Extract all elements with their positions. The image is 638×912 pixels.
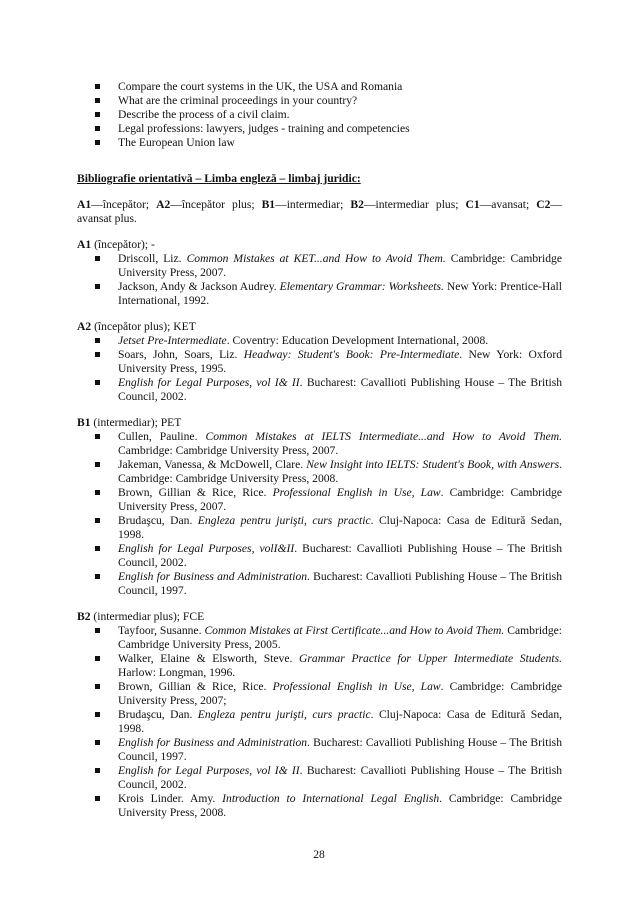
ref-authors: Brudaşcu, Dan.	[118, 514, 198, 527]
ref-publisher: Harlow: Longman, 1996.	[118, 666, 236, 679]
list-item	[77, 708, 562, 736]
ref-publisher: . Cambridge: Cambridge University Press, 2008.	[118, 792, 562, 819]
ref-authors: Jackson, Andy & Jackson Audrey.	[118, 280, 280, 293]
ref-title: Engleza pentru jurişti, curs practic	[197, 708, 371, 721]
list-item: Legal professions: lawyers, judges - training and competencies	[77, 122, 562, 136]
ref-authors: Brudaşcu, Dan.	[118, 708, 198, 721]
section-title-a1	[77, 238, 562, 252]
ref-publisher: . Bucharest: Cavallioti Publishing House – The British Council, 2002.	[118, 376, 563, 403]
bibliography-list-a1	[77, 252, 562, 308]
ref-title: Headway: Student's Book: Pre-Intermediate	[243, 348, 460, 361]
ref-title: Grammar Practice for Upper Intermediate Students.	[299, 652, 562, 665]
level-code: A1	[77, 198, 92, 211]
level-desc: —avansat plus.	[77, 198, 562, 225]
ref-publisher: Cambridge: Cambridge University Press, 2007.	[118, 444, 339, 457]
list-item	[77, 764, 562, 792]
list-item: The European Union law	[77, 136, 562, 150]
ref-authors: Brown, Gillian & Rice, Rice.	[118, 486, 273, 499]
level-code: C1	[465, 198, 480, 211]
section-title-b2	[77, 610, 562, 624]
level-code: C2	[536, 198, 551, 211]
ref-publisher: . Cluj-Napoca: Casa de Editură Sedan, 1998.	[118, 514, 563, 541]
list-item	[77, 542, 562, 570]
section-label: (începător plus); KET	[91, 320, 196, 333]
list-item	[77, 486, 562, 514]
section-label: (intermediar); PET	[90, 416, 182, 429]
ref-title: English for Legal Purposes, volI&II	[118, 542, 295, 555]
ref-authors: Cullen, Pauline.	[118, 430, 206, 443]
levels-legend	[77, 198, 562, 226]
ref-publisher: . Bucharest: Cavallioti Publishing House – The British Council, 1997.	[118, 570, 562, 597]
ref-authors: Tayfoor, Susanne.	[118, 624, 205, 637]
level-desc: —începător plus;	[170, 198, 262, 211]
section-title-b1	[77, 416, 562, 430]
list-item	[77, 458, 562, 486]
ref-title: Common Mistakes at First Certificate...and How to Avoid Them.	[204, 624, 505, 637]
ref-publisher: . Bucharest: Cavallioti Publishing House – The British Council, 1997.	[118, 736, 562, 763]
ref-title: Professional English in Use, Law	[272, 486, 441, 499]
level-code: B2	[350, 198, 364, 211]
ref-authors: Jakeman, Vanessa, & McDowell, Clare.	[118, 458, 307, 471]
bibliography-list-b2	[77, 624, 562, 820]
ref-authors: Krois Linder. Amy.	[118, 792, 223, 805]
ref-title: English for Business and Administration	[118, 736, 308, 749]
ref-publisher: . Cambridge: Cambridge University Press, 2008.	[118, 458, 562, 485]
ref-title: New Insight into IELTS: Student's Book, with Answers	[306, 458, 560, 471]
list-item	[77, 680, 562, 708]
ref-publisher: . Cambridge: Cambridge University Press, 2007;	[118, 680, 562, 707]
level-code: B1	[77, 416, 91, 429]
level-code: A2	[156, 198, 171, 211]
level-code: A1	[77, 238, 92, 251]
ref-title: Jetset Pre-Intermediate	[118, 334, 227, 347]
ref-publisher: . Cambridge: Cambridge University Press, 2007.	[118, 486, 562, 513]
level-code: B1	[261, 198, 276, 211]
list-item	[77, 792, 562, 820]
ref-title: Elementary Grammar: Worksheets.	[279, 280, 444, 293]
ref-title: Common Mistakes at KET...and How to Avoid Them.	[186, 252, 446, 265]
list-item	[77, 570, 562, 598]
list-item	[77, 376, 562, 404]
level-desc: —începător;	[91, 198, 157, 211]
list-item	[77, 348, 562, 376]
ref-authors: Brown, Gillian & Rice, Rice.	[118, 680, 273, 693]
ref-publisher: . Bucharest: Cavallioti Publishing House – The British Council, 2002.	[118, 542, 563, 569]
level-code: B2	[77, 610, 91, 623]
list-item	[77, 652, 562, 680]
bibliography-list-a2	[77, 334, 562, 404]
ref-authors: Driscoll, Liz.	[118, 252, 187, 265]
ref-publisher: Cambridge: Cambridge University Press, 2007.	[118, 252, 562, 279]
ref-publisher: . New York: Oxford University Press, 1995.	[118, 348, 562, 375]
list-item	[77, 280, 562, 308]
list-item: Describe the process of a civil claim.	[77, 108, 562, 122]
list-item	[77, 514, 562, 542]
section-label: (intermediar plus); FCE	[90, 610, 205, 623]
ref-title: English for Legal Purposes, vol I& II	[118, 764, 300, 777]
ref-title: English for Legal Purposes, vol I& II	[118, 376, 300, 389]
ref-title: Introduction to International Legal English	[222, 792, 440, 805]
section-label: (începător); -	[91, 238, 155, 251]
ref-publisher: . Cluj-Napoca: Casa de Editură Sedan, 1998.	[118, 708, 563, 735]
list-item: Compare the court systems in the UK, the USA and Romania	[77, 80, 562, 94]
bibliography-list-b1	[77, 430, 562, 598]
ref-authors: Soars, John, Soars, Liz.	[118, 348, 244, 361]
list-item	[77, 736, 562, 764]
ref-title: English for Business and Administration	[118, 570, 308, 583]
ref-publisher: . Coventry: Education Development International, 2008.	[226, 334, 489, 347]
ref-publisher: . Bucharest: Cavallioti Publishing House – The British Council, 2002.	[118, 764, 563, 791]
level-desc: —intermediar;	[275, 198, 351, 211]
ref-authors: Walker, Elaine & Elsworth, Steve.	[118, 652, 300, 665]
topics-list	[77, 80, 562, 150]
level-desc: —intermediar plus;	[363, 198, 466, 211]
page-content	[77, 80, 562, 820]
list-item	[77, 624, 562, 652]
ref-publisher: Cambridge: Cambridge University Press, 2005.	[118, 624, 563, 651]
level-code: A2	[77, 320, 92, 333]
ref-title: Professional English in Use, Law	[272, 680, 441, 693]
section-title-a2	[77, 320, 562, 334]
list-item: What are the criminal proceedings in your country?	[77, 94, 562, 108]
list-item	[77, 430, 562, 458]
level-desc: —avansat;	[479, 198, 537, 211]
list-item	[77, 252, 562, 280]
ref-publisher: New York: Prentice-Hall International, 1992.	[118, 280, 562, 307]
ref-title: Common Mistakes at IELTS Intermediate...and How to Avoid Them.	[205, 430, 562, 443]
bibliography-heading: Bibliografie orientativă – Limba engleză – limbaj juridic:	[77, 172, 361, 185]
list-item	[77, 334, 562, 348]
page-number: 28	[313, 848, 325, 861]
ref-title: Engleza pentru jurişti, curs practic	[197, 514, 371, 527]
